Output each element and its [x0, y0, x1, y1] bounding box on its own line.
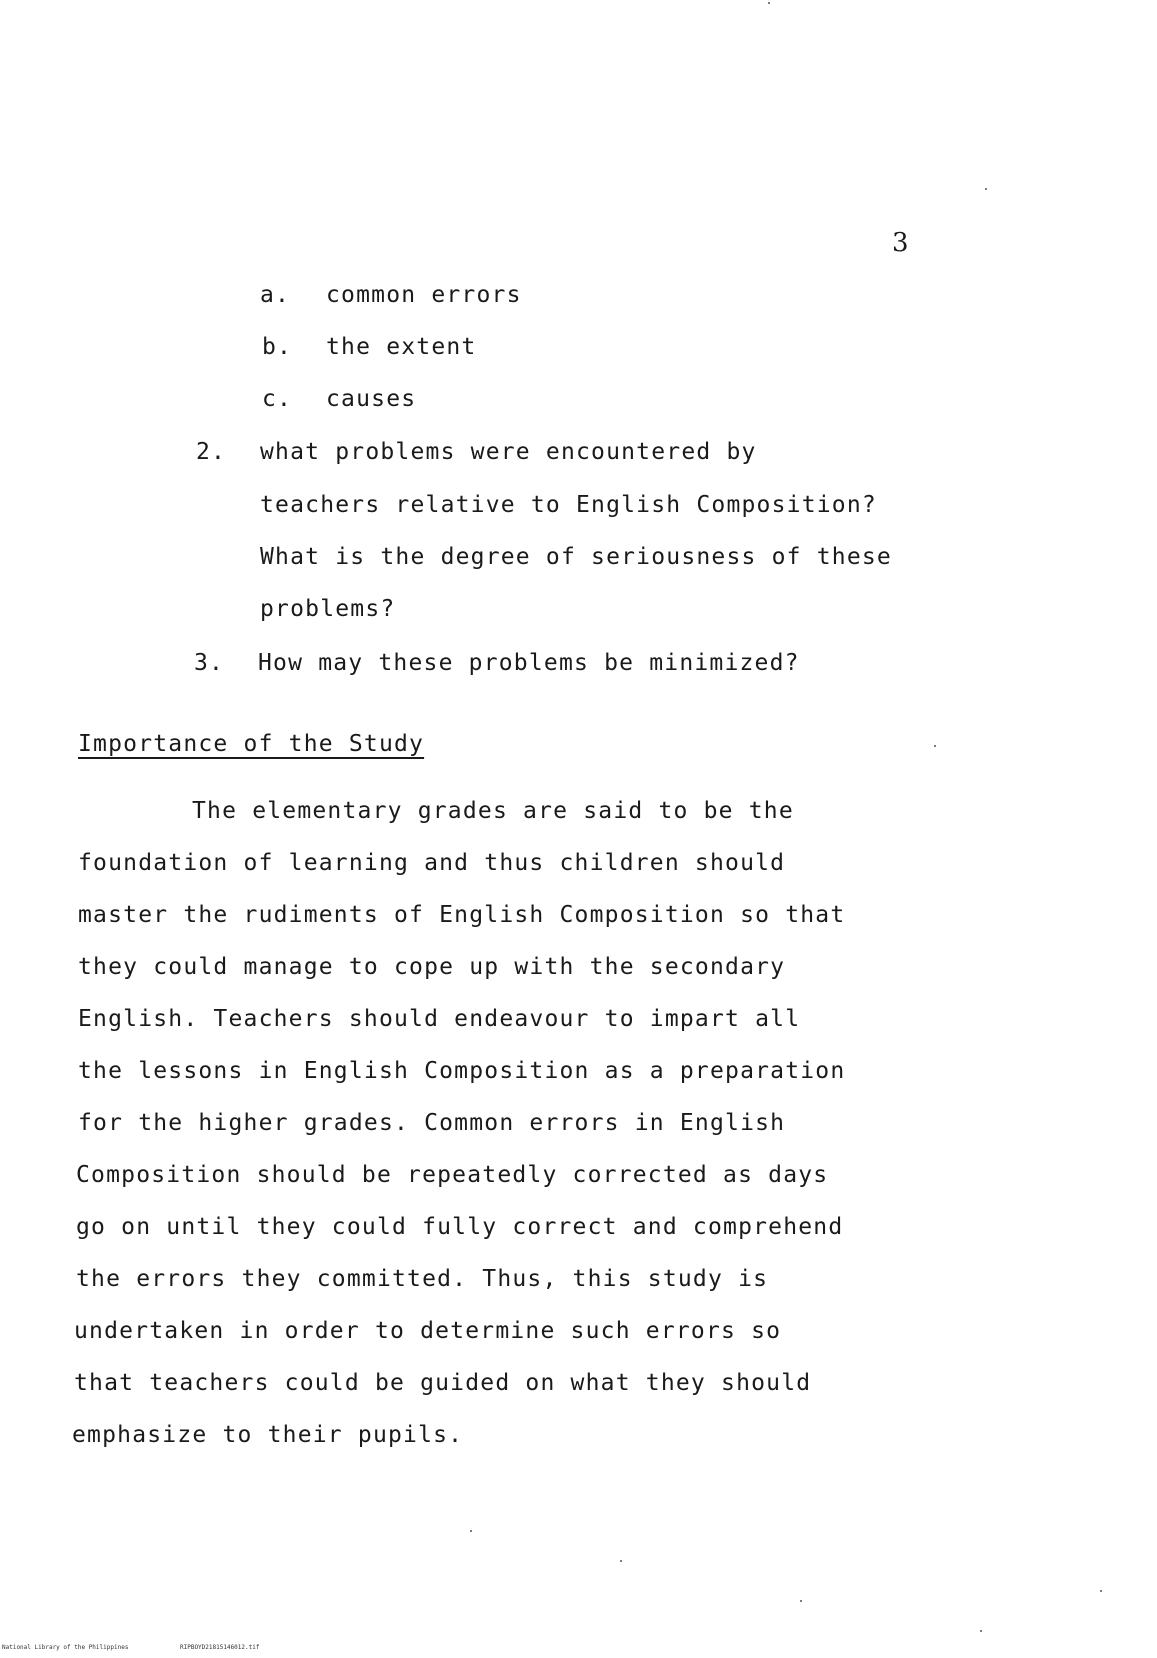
- paragraph-line: foundation of learning and thus children should: [78, 850, 786, 876]
- page-number: 3: [892, 228, 909, 258]
- scan-speck: [1100, 1590, 1102, 1592]
- question-2-line: teachers relative to English Composition?: [260, 492, 877, 518]
- scan-speck: [934, 745, 936, 747]
- sub-item-text: the extent: [326, 334, 477, 360]
- sub-item-a: [260, 280, 522, 310]
- scan-speck: [768, 2, 770, 4]
- footer-file-name: RIPBOYD21815146012.tif: [180, 1644, 260, 1651]
- sub-item-marker: a.: [260, 282, 291, 308]
- paragraph-line: Composition should be repeatedly corrected as days: [76, 1162, 829, 1188]
- paragraph-line: English. Teachers should endeavour to impart all: [78, 1006, 801, 1032]
- question-2-line: problems?: [260, 596, 396, 622]
- paragraph-line: The elementary grades are said to be the: [192, 798, 794, 824]
- paragraph-line: emphasize to their pupils.: [72, 1422, 464, 1448]
- scan-speck: [985, 188, 987, 190]
- scan-speck: [800, 1600, 802, 1602]
- paragraph-line: the lessons in English Composition as a preparation: [78, 1058, 846, 1084]
- paragraph-line: master the rudiments of English Composition so that: [78, 902, 846, 928]
- sub-item-marker: c.: [262, 386, 293, 412]
- question-3-marker: 3.: [194, 650, 225, 676]
- section-heading: Importance of the Study: [78, 731, 425, 757]
- footer-library-name: National Library of the Philippines: [2, 1644, 129, 1651]
- question-3-text: How may these problems be minimized?: [258, 650, 800, 676]
- sub-item-marker: b.: [262, 334, 293, 360]
- sub-item-b: [262, 332, 477, 362]
- paragraph-line: that teachers could be guided on what they should: [74, 1370, 812, 1396]
- paragraph-line: they could manage to cope up with the secondary: [78, 954, 786, 980]
- question-2-line: what problems were encountered by: [260, 439, 757, 465]
- question-2-line: What is the degree of seriousness of these: [260, 544, 892, 570]
- scan-speck: [620, 1560, 622, 1562]
- sub-item-text: common errors: [326, 282, 522, 308]
- paragraph-line: go on until they could fully correct and comprehend: [76, 1214, 844, 1240]
- paragraph-line: for the higher grades. Common errors in English: [78, 1110, 786, 1136]
- sub-item-c: [262, 384, 417, 414]
- scan-speck: [470, 1530, 472, 1532]
- paragraph-line: the errors they committed. Thus, this study is: [76, 1266, 769, 1292]
- scan-speck: [980, 1630, 982, 1632]
- paragraph-line: undertaken in order to determine such errors so: [74, 1318, 782, 1344]
- sub-item-text: causes: [326, 386, 417, 412]
- question-2-marker: 2.: [196, 439, 227, 465]
